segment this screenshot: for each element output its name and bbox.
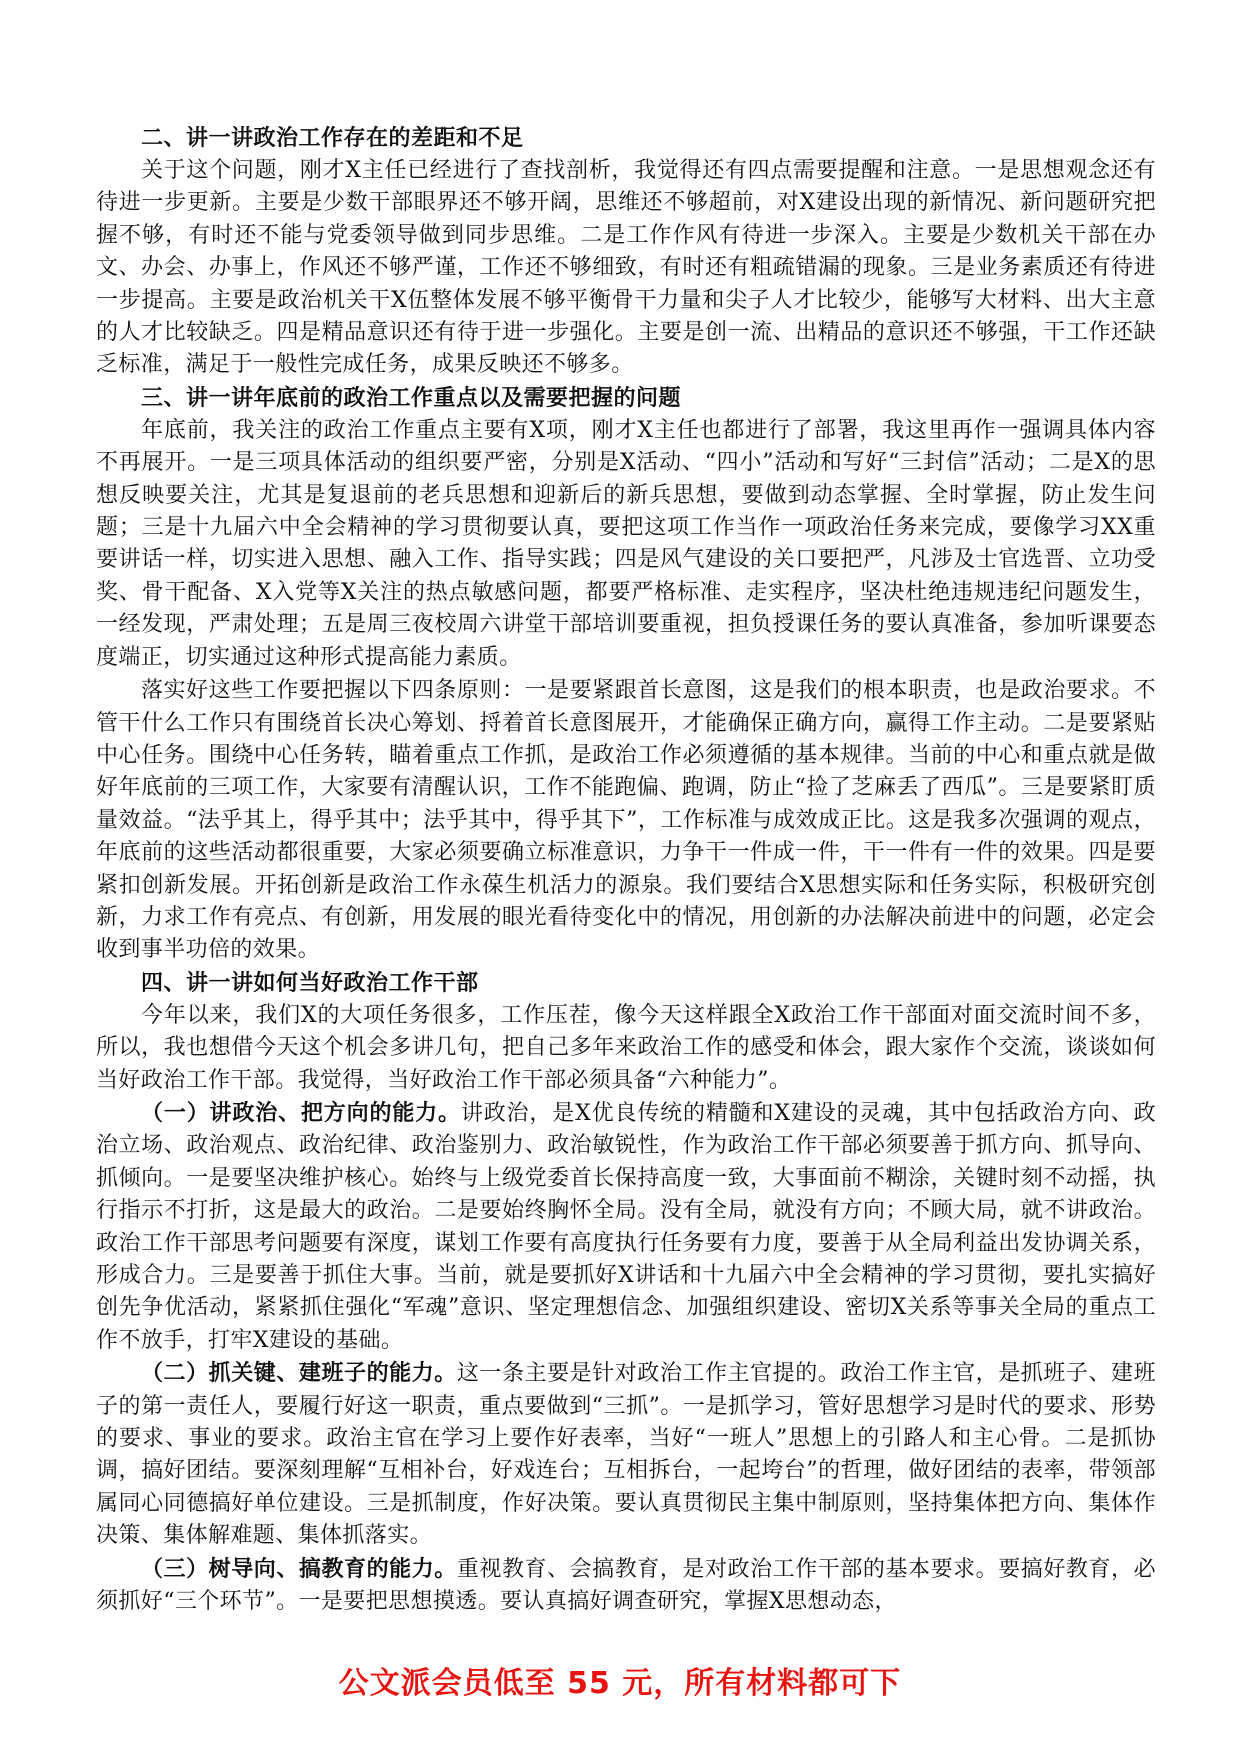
paragraph-text: 落实好这些工作要把握以下四条原则：一是要紧跟首长意图，这是我们的根本职责，也是政治要求。不管干什么工作只有围绕首长决心筹划、捋着首长意图展开，才能确保正确方向，赢得工作主动。二是要紧贴中心任务。围绕中心任务转，瞄着重点工作抓，是政治工作必须遵循的基本规律。当前的中心和重点就是做好年底前的三项工作，大家要有清醒认识，工作不能跑偏、跑调，防止“捡了芝麻丢了西瓜”。三是要紧盯质量效益。“法乎其上，得乎其中；法乎其中，得乎其下”，工作标准与成效成正比。这是我多次强调的观点，年底前的这些活动都很重要，大家必须要确立标准意识，力争干一件成一件，干一件有一件的效果。四是要紧扣创新发展。开拓创新是政治工作永葆生机活力的源泉。我们要结合X思想实际和任务实际，积极研究创新，力求工作有亮点、有创新，用发展的眼光看待变化中的情况，用创新的办法解决前进中的问题，必定会收到事半功倍的效果。: [96, 678, 1156, 963]
paragraph-lead: （三）树导向、搞教育的能力。: [141, 1555, 457, 1582]
promo-footer: 公文派会员低至 55 元，所有材料都可下: [338, 1666, 902, 1701]
paragraph-text: 今年以来，我们X的大项任务很多，工作压茬，像今天这样跟全X政治工作干部面对面交流时间不多，所以，我也想借今天这个机会多讲几句，把自己多年来政治工作的感受和体会，跟大家作个交流，谈谈如何当好政治工作干部。我觉得，当好政治工作干部必须具备“六种能力”。: [96, 1002, 1156, 1093]
paragraph: [96, 1097, 1156, 1357]
paragraph: [96, 674, 1156, 967]
paragraph-text: 重视教育、会搞教育，是对政治工作干部的基本要求。要搞好教育，必须抓好“三个环节”。一是要把思想摸透。要认真搞好调查研究，掌握X思想动态，: [96, 1556, 1156, 1615]
paragraph-text: 讲政治，是X优良传统的精髓和X建设的灵魂，其中包括政治方向、政治立场、政治观点、政治纪律、政治鉴别力、政治敏锐性，作为政治工作干部必须要善于抓方向、抓导向、抓倾向。一是要坚决维护核心。始终与上级党委首长保持高度一致，大事面前不糊涂，关键时刻不动摇，执行指示不打折，这是最大的政治。二是要始终胸怀全局。没有全局，就没有方向；不顾大局，就不讲政治。政治工作干部思考问题要有深度，谋划工作要有高度执行任务要有力度，要善于从全局利益出发协调关系，形成合力。三是要善于抓住大事。当前，就是要抓好X讲话和十九届六中全会精神的学习贯彻，要扎实搞好创先争优活动，紧紧抓住强化“军魂”意识、坚定理想信念、加强组织建设、密切X关系等事关全局的重点工作不放手，打牢X建设的基础。: [96, 1100, 1157, 1353]
document-body: [96, 122, 1156, 1618]
section-heading-3: 三、讲一讲年底前的政治工作重点以及需要把握的问题: [141, 384, 682, 411]
paragraph-text: 这一条主要是针对政治工作主官提的。政治工作主官，是抓班子、建班子的第一责任人，要履行好这一职责，重点要做到“三抓”。一是抓学习，管好思想学习是时代的要求、形势的要求、事业的要求。政治主官在学习上要作好表率，当好“一班人”思想上的引路人和主心骨。二是抓协调，搞好团结。要深刻理解“互相补台，好戏连台；互相拆台，一起垮台”的哲理，做好团结的表率，带领部属同心同德搞好单位建设。三是抓制度，作好决策。要认真贯彻民主集中制原则，坚持集体把方向、集体作决策、集体解难题、集体抓落实。: [96, 1361, 1156, 1549]
paragraph: [96, 1553, 1156, 1619]
paragraph: [96, 999, 1156, 1097]
paragraph: [96, 414, 1156, 674]
paragraph-text: 关于这个问题，刚才X主任已经进行了查找剖析，我觉得还有四点需要提醒和注意。一是思想观念还有待进一步更新。主要是少数干部眼界还不够开阔，思维还不够超前，对X建设出现的新情况、新问题研究把握不够，有时还不能与党委领导做到同步思维。二是工作作风有待进一步深入。主要是少数机关干部在办文、办会、办事上，作风还不够严谨，工作还不够细致，有时还有粗疏错漏的现象。三是业务素质还有待进一步提高。主要是政治机关干X伍整体发展不够平衡骨干力量和尖子人才比较少，能够写大材料、出大主意的人才比较缺乏。四是精品意识还有待于进一步强化。主要是创一流、出精品的意识还不够强，干工作还缺乏标准，满足于一般性完成任务，成果反映还不够多。: [96, 158, 1156, 378]
paragraph-lead: （一）讲政治、把方向的能力。: [141, 1099, 461, 1126]
paragraph-text: 年底前，我关注的政治工作重点主要有X项，刚才X主任也都进行了部署，我这里再作一强调具体内容不再展开。一是三项具体活动的组织要严密，分别是X活动、“四小”活动和写好“三封信”活动；二是X的思想反映要关注，尤其是复退前的老兵思想和迎新后的新兵思想，要做到动态掌握、全时掌握，防止发生问题；三是十九届六中全会精神的学习贯彻要认真，要把这项工作当作一项政治任务来完成，要像学习XX重要讲话一样，切实进入思想、融入工作、指导实践；四是风气建设的关口要把严，凡涉及士官选晋、立功受奖、骨干配备、X入党等X关注的热点敏感问题，都要严格标准、走实程序，坚决杜绝违规违纪问题发生，一经发现，严肃处理；五是周三夜校周六讲堂干部培训要重视，担负授课任务的要认真准备，参加听课要态度端正，切实通过这种形式提高能力素质。: [96, 417, 1156, 670]
section-heading-4: 四、讲一讲如何当好政治工作干部: [141, 969, 479, 996]
section-heading-2: 二、讲一讲政治工作存在的差距和不足: [141, 125, 524, 151]
paragraph: [96, 154, 1156, 382]
paragraph-lead: （二）抓关键、建班子的能力。: [141, 1360, 457, 1387]
paragraph: [96, 1357, 1156, 1552]
